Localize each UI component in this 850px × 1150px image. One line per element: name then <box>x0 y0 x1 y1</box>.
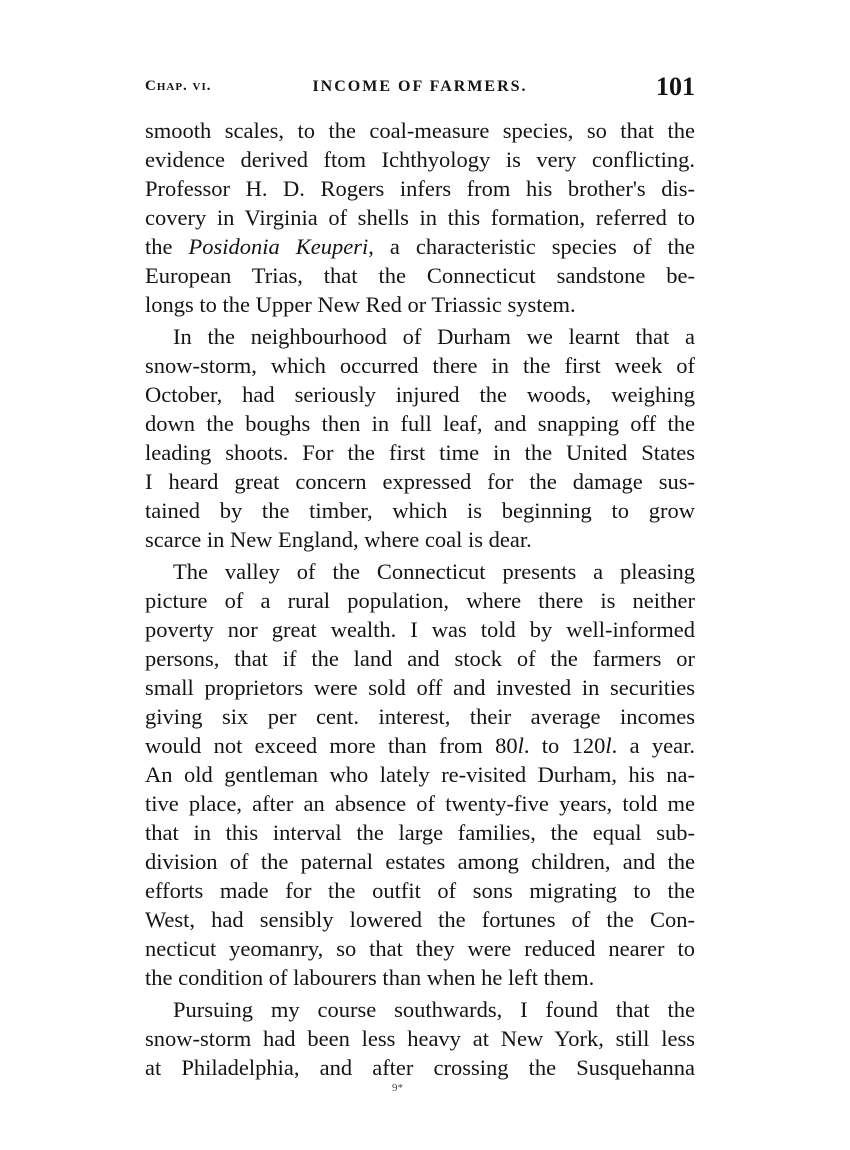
body-text <box>145 116 695 1082</box>
text-line: European Trias, that the Connecticut sandstone be- <box>145 263 695 288</box>
paragraph <box>145 995 695 1082</box>
text-line: down the boughs then in full leaf, and snapping off the <box>145 411 695 436</box>
text-line: picture of a rural population, where there is neither <box>145 588 695 613</box>
text-line: small proprietors were sold off and invested in securities <box>145 675 695 700</box>
signature-mark: 9* <box>392 1082 403 1094</box>
paragraph <box>145 116 695 319</box>
text-line: tive place, after an absence of twenty-five years, told me <box>145 791 695 816</box>
text-line: at Philadelphia, and after crossing the Susquehanna <box>145 1055 695 1080</box>
text-line: the condition of labourers than when he left them. <box>145 965 595 990</box>
text-line: division of the paternal estates among children, and the <box>145 849 695 874</box>
text-line: An old gentleman who lately re-visited Durham, his na- <box>145 762 695 787</box>
page-title: INCOME OF FARMERS. <box>312 78 528 95</box>
text-line: In the neighbourhood of Durham we learnt that a <box>173 324 695 349</box>
paragraph <box>145 557 695 992</box>
species-name: Posidonia Keuperi <box>188 234 369 259</box>
text-line: smooth scales, to the coal-measure species, so that the <box>145 118 695 143</box>
text-line: I heard great concern expressed for the damage sus- <box>145 469 695 494</box>
text-line: scarce in New England, where coal is dear. <box>145 527 532 552</box>
text-line: the Posidonia Keuperi, a characteristic species of the <box>145 234 695 259</box>
text-line: snow-storm, which occurred there in the first week of <box>145 353 695 378</box>
text-line: Pursuing my course southwards, I found that the <box>173 997 695 1022</box>
text-line: poverty nor great wealth. I was told by well-informed <box>145 617 695 642</box>
text-line: that in this interval the large families, the equal sub- <box>145 820 695 845</box>
text-line: leading shoots. For the first time in the United States <box>145 440 695 465</box>
running-head <box>145 72 695 108</box>
text-line: October, had seriously injured the woods, weighing <box>145 382 695 407</box>
text-line: The valley of the Connecticut presents a pleasing <box>173 559 695 584</box>
text-line: snow-storm had been less heavy at New York, still less <box>145 1026 695 1051</box>
paragraph <box>145 322 695 554</box>
text-line: efforts made for the outfit of sons migrating to the <box>145 878 695 903</box>
chapter-label: Chap. vi. <box>145 78 212 94</box>
text-line: persons, that if the land and stock of the farmers or <box>145 646 695 671</box>
text-line: West, had sensibly lowered the fortunes of the Con- <box>145 907 695 932</box>
page-number: 101 <box>656 72 695 101</box>
text-line: would not exceed more than from 80l. to 120l. a year. <box>145 733 695 758</box>
text-line: evidence derived ftom Ichthyology is very conflicting. <box>145 147 695 172</box>
text-line: longs to the Upper New Red or Triassic system. <box>145 292 576 317</box>
text-line: giving six per cent. interest, their average incomes <box>145 704 695 729</box>
text-line: tained by the timber, which is beginning to grow <box>145 498 695 523</box>
text-line: Professor H. D. Rogers infers from his brother's dis- <box>145 176 695 201</box>
text-line: covery in Virginia of shells in this formation, referred to <box>145 205 695 230</box>
text-line: necticut yeomanry, so that they were reduced nearer to <box>145 936 695 961</box>
